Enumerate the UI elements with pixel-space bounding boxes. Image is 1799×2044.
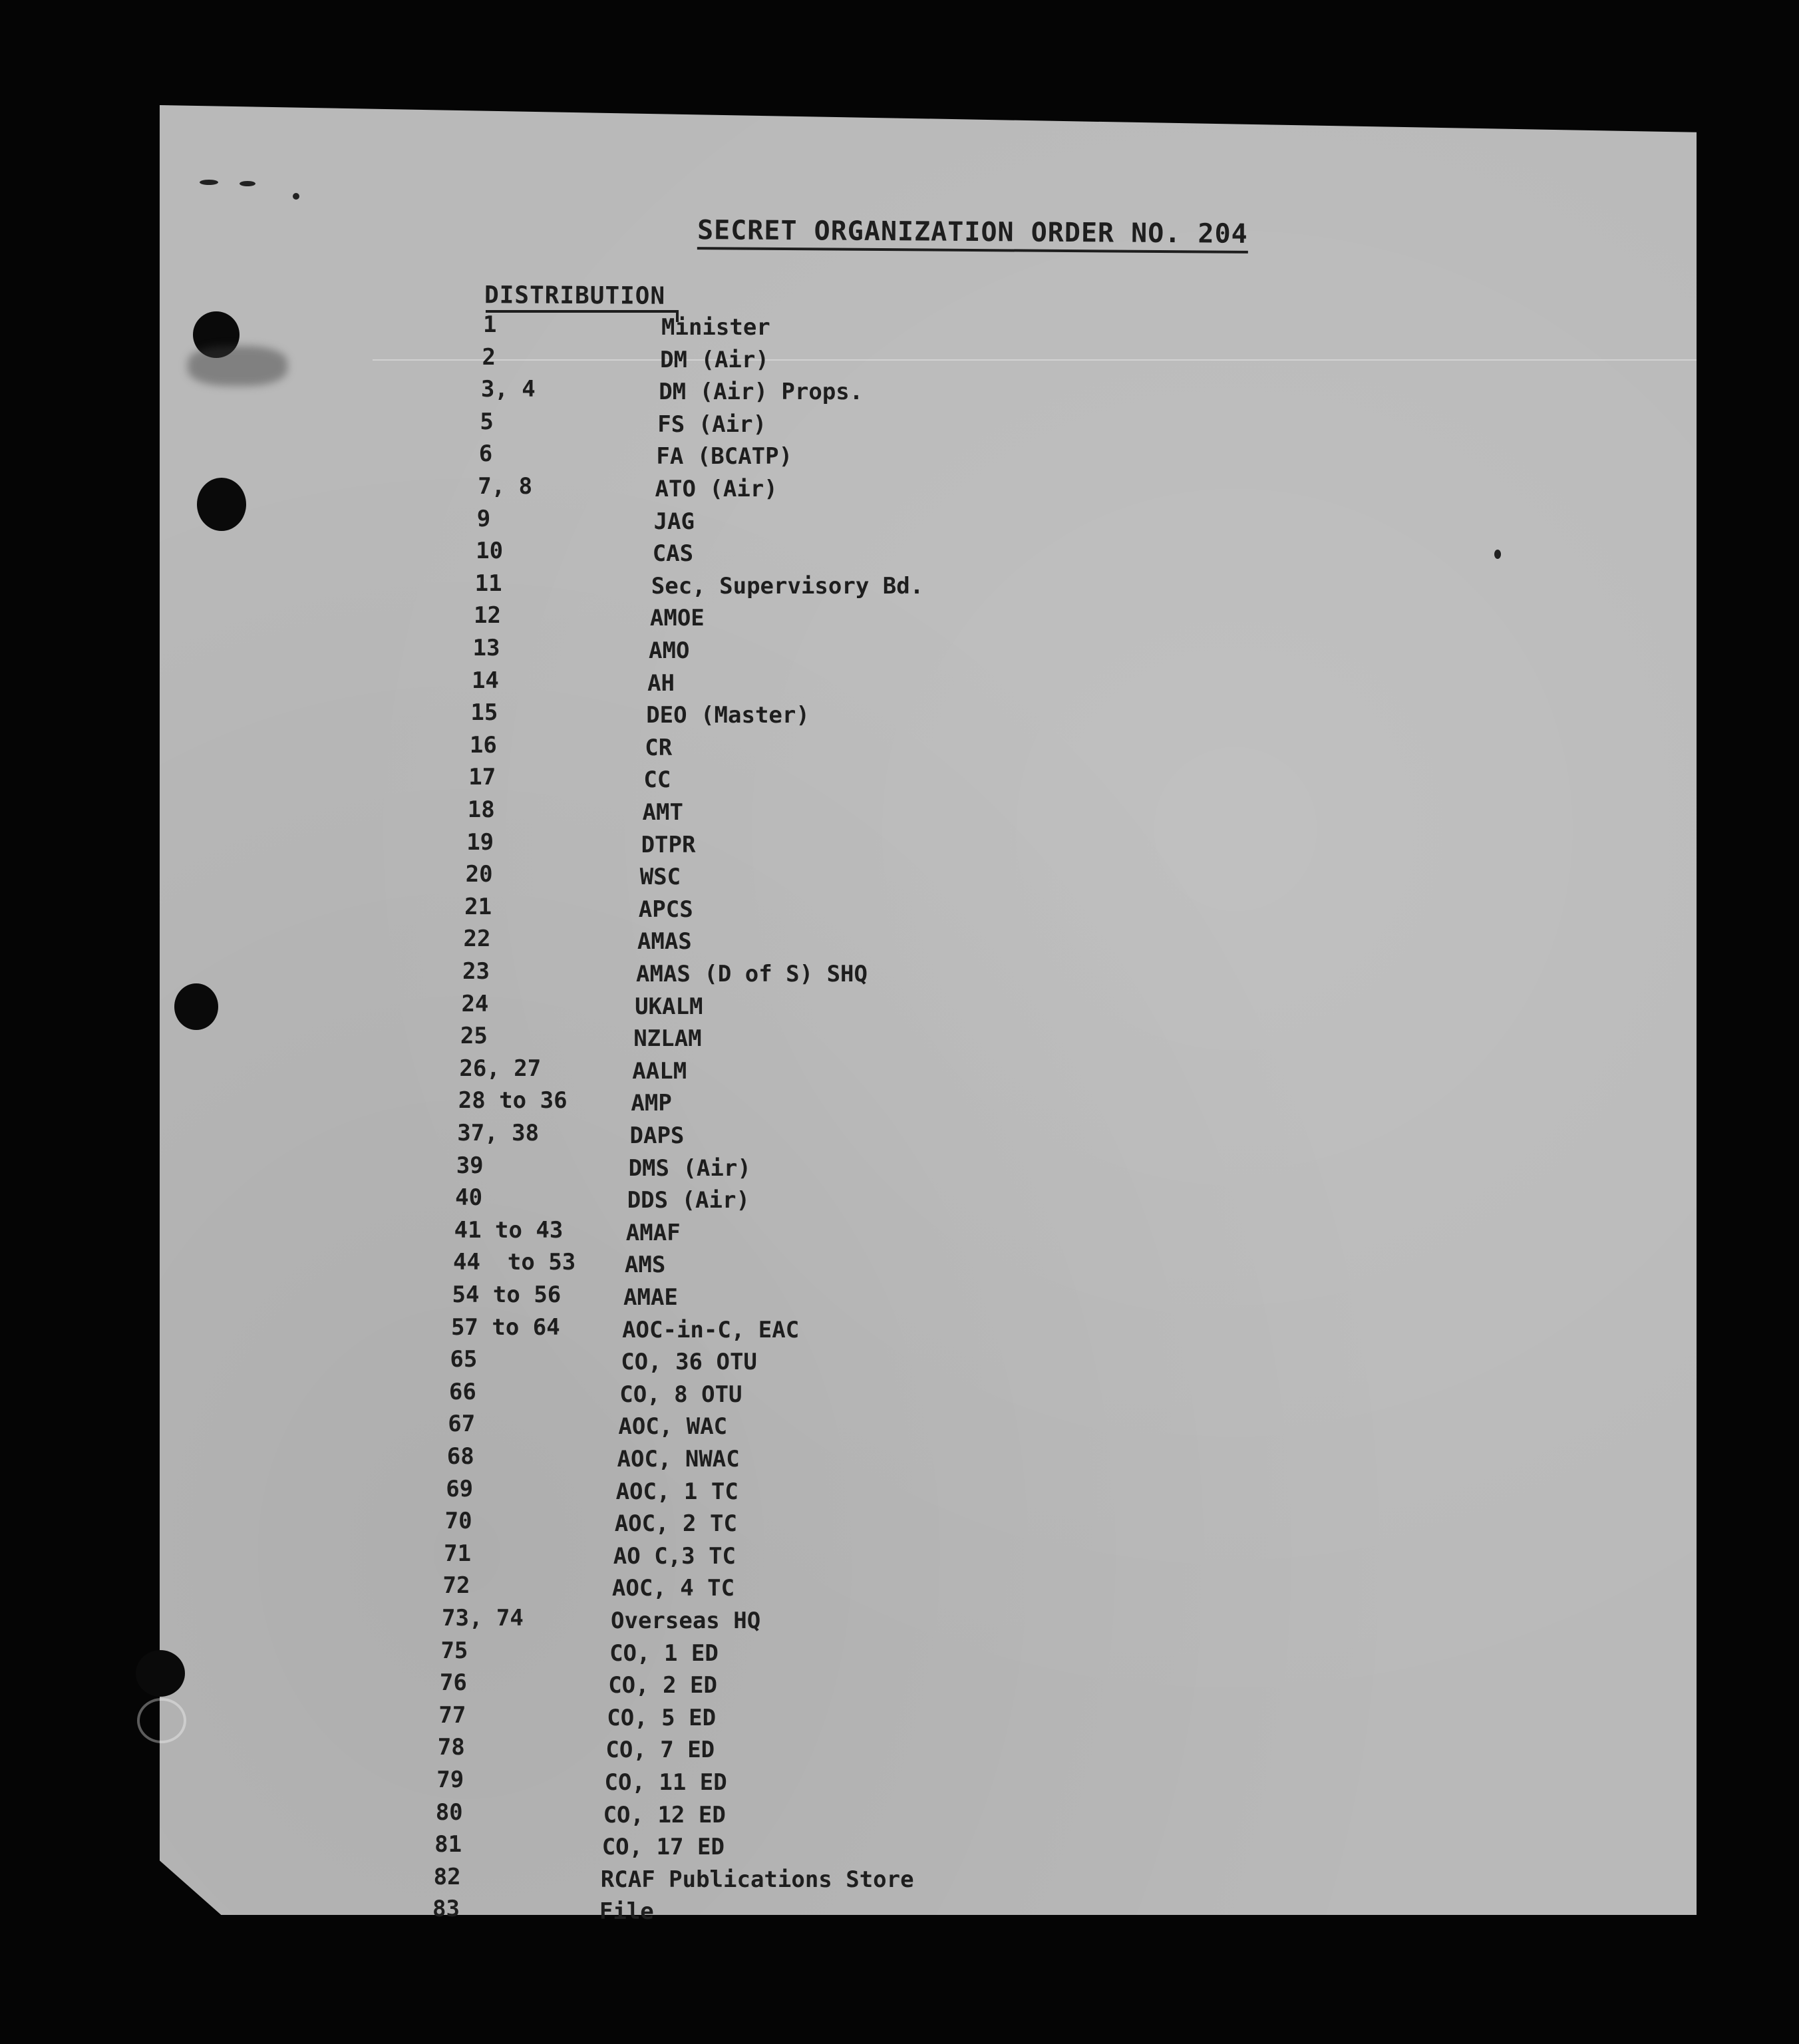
recipient: CC: [643, 766, 671, 794]
copy-number: 81: [434, 1831, 462, 1858]
recipient: AOC, 1 TC: [615, 1478, 738, 1505]
recipient: APCS: [638, 896, 693, 923]
copy-number: 11: [474, 570, 502, 597]
recipient: CO, 5 ED: [607, 1704, 717, 1731]
copy-number: 57 to 64: [450, 1313, 560, 1341]
recipient: DTPR: [641, 831, 696, 858]
distribution-row: [470, 732, 1068, 764]
recipient: CO, 7 ED: [605, 1737, 715, 1764]
recipient: AMT: [642, 799, 683, 826]
copy-number: 18: [467, 796, 495, 823]
distribution-row: [466, 829, 1065, 861]
distribution-row: [473, 635, 1072, 667]
recipient: RCAF Publications Store: [600, 1866, 914, 1893]
recipient: AH: [647, 669, 675, 697]
recipient: DMS (Air): [628, 1154, 751, 1182]
copy-number: 77: [438, 1701, 466, 1729]
punch-hole-upper: [197, 478, 246, 531]
recipient: ATO (Air): [655, 476, 778, 502]
copy-number: 6: [478, 440, 493, 468]
copy-number: 1: [483, 311, 497, 338]
distribution-row: [482, 344, 1080, 376]
recipient: AOC-in-C, EAC: [622, 1316, 800, 1343]
ink-speck: [1494, 550, 1501, 559]
distribution-row: [474, 602, 1072, 634]
distribution-row: [452, 1281, 1051, 1313]
distribution-row: [438, 1702, 1037, 1734]
ink-speck: [200, 180, 218, 185]
distribution-row: [470, 699, 1069, 731]
ink-speck: [240, 181, 255, 186]
copy-number: 71: [444, 1540, 472, 1567]
distribution-row: [440, 1637, 1039, 1669]
distribution-row: [468, 796, 1066, 828]
copy-number: 39: [456, 1152, 484, 1179]
copy-number: 41 to 43: [454, 1216, 564, 1244]
recipient: CO, 11 ED: [604, 1769, 727, 1796]
recipient: WSC: [639, 864, 681, 891]
recipient: DM (Air): [660, 346, 769, 373]
document-title: SECRET ORGANIZATION ORDER NO. 204: [697, 215, 1248, 254]
recipient: AO C,3 TC: [613, 1542, 736, 1570]
distribution-row: [453, 1249, 1052, 1281]
distribution-row: [444, 1540, 1043, 1572]
copy-number: 20: [465, 861, 493, 888]
recipient: CO, 2 ED: [608, 1672, 717, 1699]
distribution-row: [478, 473, 1076, 505]
recipient: FS (Air): [657, 411, 767, 438]
copy-number: 5: [480, 408, 494, 435]
distribution-row: [434, 1864, 1033, 1896]
distribution-row: [477, 506, 1076, 538]
copy-number: 15: [470, 699, 498, 727]
distribution-row: [464, 926, 1063, 957]
distribution-row: [440, 1669, 1039, 1701]
recipient: Minister: [661, 314, 770, 341]
distribution-row: [458, 1087, 1057, 1119]
copy-number: 65: [450, 1346, 478, 1373]
recipient: AALM: [632, 1057, 687, 1085]
distribution-row: [483, 311, 1082, 343]
recipient: CO, 1 ED: [609, 1639, 719, 1667]
distribution-row: [464, 894, 1063, 926]
distribution-row: [479, 440, 1078, 472]
copy-number: 23: [462, 958, 490, 985]
copy-number: 82: [433, 1863, 461, 1890]
recipient: AMOE: [649, 605, 705, 632]
copy-number: 3, 4: [480, 376, 536, 403]
copy-number: 13: [472, 635, 500, 661]
distribution-row: [451, 1314, 1050, 1346]
copy-number: 67: [448, 1411, 476, 1438]
distribution-row: [443, 1572, 1042, 1604]
copy-number: 69: [446, 1475, 474, 1502]
recipient: CAS: [652, 540, 694, 568]
recipient: Sec, Supervisory Bd.: [651, 572, 924, 599]
recipient: UKALM: [635, 993, 703, 1020]
recipient: JAG: [653, 508, 695, 535]
distribution-row: [450, 1346, 1049, 1378]
copy-number: 26, 27: [459, 1055, 542, 1082]
recipient: DEO (Master): [646, 702, 810, 729]
copy-number: 70: [444, 1508, 472, 1535]
recipient: CO, 8 OTU: [619, 1381, 742, 1408]
distribution-row: [475, 570, 1074, 602]
distribution-row: [461, 991, 1060, 1023]
distribution-row: [454, 1217, 1053, 1249]
copy-number: 54 to 56: [452, 1281, 562, 1308]
recipient: AMP: [631, 1090, 672, 1117]
distribution-row: [449, 1379, 1048, 1411]
recipient: AOC, NWAC: [617, 1446, 740, 1472]
recipient: AMAF: [625, 1219, 681, 1246]
distribution-row: [466, 861, 1064, 893]
recipient: AMO: [649, 637, 690, 664]
distribution-row: [432, 1896, 1031, 1928]
recipient: DM (Air) Props.: [659, 379, 864, 406]
copy-number: 21: [464, 893, 492, 920]
distribution-row: [468, 764, 1067, 796]
copy-number: 37, 38: [457, 1120, 540, 1146]
recipient: CR: [645, 734, 673, 761]
distribution-row: [480, 409, 1078, 440]
distribution-row: [476, 538, 1074, 570]
copy-number: 17: [468, 764, 496, 791]
distribution-row: [438, 1734, 1037, 1766]
copy-number: 75: [440, 1637, 468, 1664]
copy-number: 80: [435, 1798, 463, 1826]
copy-number: 19: [466, 828, 494, 856]
copy-number: 78: [437, 1734, 465, 1761]
copy-number: 12: [474, 602, 501, 629]
copy-number: 14: [471, 667, 499, 694]
copy-number: 28 to 36: [458, 1087, 568, 1114]
recipient: DDS (Air): [627, 1187, 750, 1214]
punch-hole-lower: [136, 1650, 185, 1697]
recipient: AOC, 4 TC: [611, 1575, 735, 1602]
recipient: CO, 17 ED: [601, 1834, 725, 1861]
distribution-row: [455, 1184, 1054, 1216]
copy-number: 73, 74: [442, 1605, 524, 1631]
copy-number: 79: [436, 1767, 464, 1793]
copy-number: 76: [439, 1669, 467, 1697]
copy-number: 7, 8: [478, 473, 533, 500]
punch-hole-ghost: [137, 1698, 186, 1743]
copy-number: 40: [455, 1184, 483, 1212]
distribution-row: [442, 1605, 1041, 1637]
recipient: CO, 12 ED: [603, 1801, 726, 1828]
copy-number: 10: [476, 538, 504, 565]
distribution-row: [457, 1120, 1056, 1152]
copy-number: 24: [461, 990, 489, 1017]
distribution-row: [436, 1767, 1035, 1798]
distribution-row: [447, 1443, 1046, 1475]
punch-hole-middle: [174, 983, 218, 1030]
distribution-header: DISTRIBUTION: [484, 281, 666, 310]
recipient: AMAE: [623, 1284, 678, 1311]
distribution-row: [460, 1023, 1059, 1055]
recipient: AOC, WAC: [618, 1413, 728, 1441]
copy-number: 9: [476, 505, 491, 532]
distribution-row: [462, 958, 1061, 990]
copy-number: 68: [446, 1443, 474, 1470]
recipient: File: [599, 1898, 654, 1926]
recipient: AMS: [624, 1252, 666, 1279]
distribution-row: [445, 1508, 1044, 1540]
distribution-row: [456, 1152, 1055, 1184]
recipient: AOC, 2 TC: [614, 1510, 737, 1538]
recipient: CO, 36 OTU: [621, 1349, 757, 1376]
ink-smudge: [188, 346, 287, 386]
distribution-row: [472, 667, 1070, 699]
recipient: DAPS: [629, 1122, 685, 1149]
copy-number: 2: [482, 343, 496, 371]
copy-number: 22: [463, 926, 491, 953]
distribution-row: [481, 376, 1080, 408]
distribution-row: [436, 1799, 1035, 1831]
recipient: FA (BCATP): [656, 443, 793, 470]
distribution-row: [448, 1411, 1047, 1443]
ink-speck: [293, 193, 299, 200]
recipient: NZLAM: [633, 1025, 702, 1053]
distribution-row: [434, 1831, 1033, 1863]
copy-number: 72: [442, 1572, 470, 1600]
copy-number: 16: [469, 731, 497, 759]
recipient: AMAS (D of S) SHQ: [636, 961, 868, 987]
recipient: Overseas HQ: [611, 1608, 761, 1634]
distribution-row: [459, 1055, 1058, 1087]
copy-number: 66: [448, 1378, 476, 1405]
recipient: AMAS: [637, 928, 692, 955]
distribution-row: [446, 1476, 1045, 1508]
copy-number: 83: [432, 1896, 460, 1923]
copy-number: 44 to 53: [453, 1249, 576, 1276]
copy-number: 25: [460, 1023, 488, 1050]
